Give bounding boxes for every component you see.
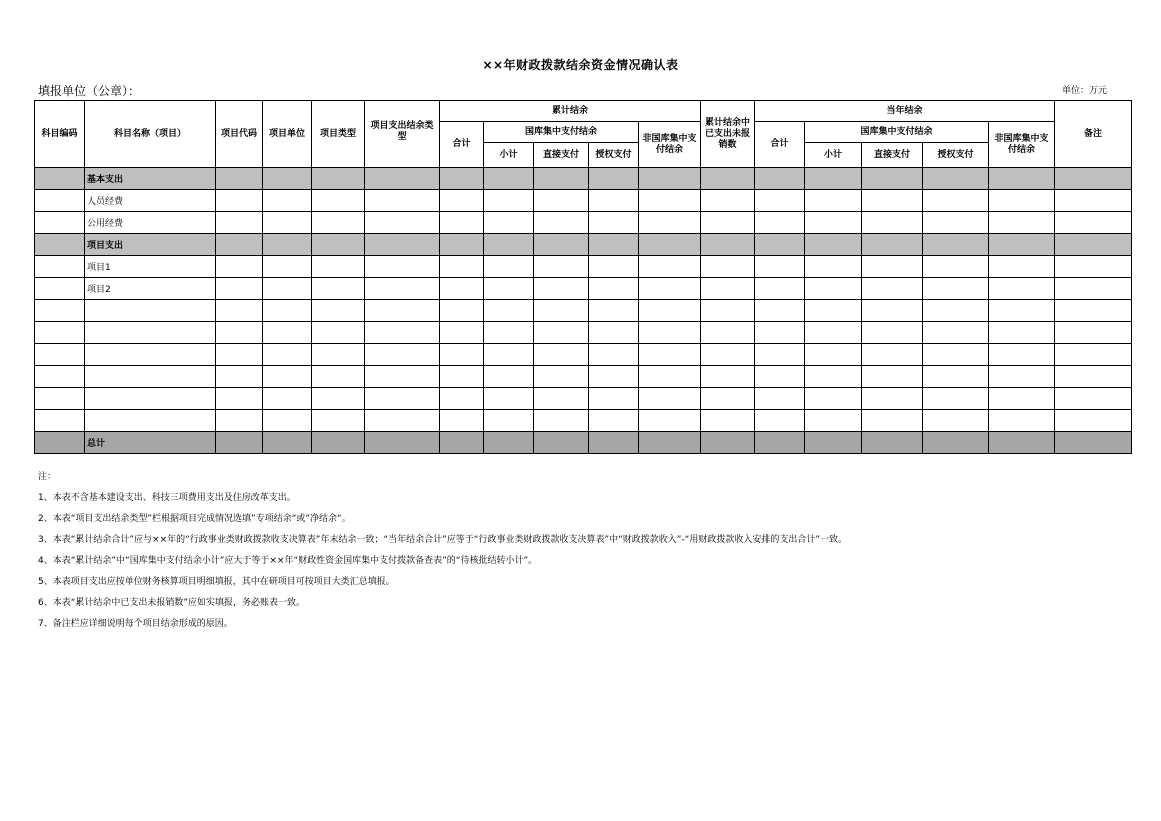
data-cell[interactable] <box>216 278 263 300</box>
data-cell[interactable] <box>589 212 639 234</box>
table-row <box>35 322 1132 344</box>
data-cell[interactable] <box>216 410 263 432</box>
data-cell[interactable] <box>263 366 312 388</box>
data-cell[interactable] <box>989 234 1055 256</box>
data-cell[interactable] <box>923 366 989 388</box>
data-cell[interactable] <box>862 234 923 256</box>
data-cell[interactable] <box>484 366 534 388</box>
data-cell[interactable] <box>312 344 365 366</box>
data-cell[interactable] <box>484 344 534 366</box>
data-cell[interactable] <box>923 344 989 366</box>
data-cell[interactable] <box>589 344 639 366</box>
data-cell[interactable] <box>589 322 639 344</box>
data-cell[interactable] <box>862 344 923 366</box>
data-cell[interactable] <box>701 388 755 410</box>
data-cell[interactable] <box>701 168 755 190</box>
header-treasury: 国库集中支付结余 <box>484 122 639 143</box>
notes-heading: 注： <box>38 472 57 482</box>
header-cumulative: 累计结余 <box>440 101 701 122</box>
data-cell[interactable] <box>263 432 312 454</box>
data-cell[interactable] <box>365 322 440 344</box>
row-name-cell[interactable]: 项目1 <box>85 256 216 278</box>
data-cell[interactable] <box>35 344 85 366</box>
data-cell[interactable] <box>534 234 589 256</box>
data-cell[interactable] <box>862 190 923 212</box>
data-cell[interactable] <box>484 410 534 432</box>
data-cell[interactable] <box>35 322 85 344</box>
data-cell[interactable] <box>484 432 534 454</box>
data-cell[interactable] <box>216 168 263 190</box>
data-cell[interactable] <box>862 322 923 344</box>
data-cell[interactable] <box>589 432 639 454</box>
row-name-cell[interactable]: 基本支出 <box>85 168 216 190</box>
data-cell[interactable] <box>484 256 534 278</box>
header-balance-type: 项目支出结余类型 <box>365 101 440 168</box>
data-cell[interactable] <box>989 212 1055 234</box>
data-cell[interactable] <box>484 212 534 234</box>
data-cell[interactable] <box>216 322 263 344</box>
data-cell[interactable] <box>312 234 365 256</box>
data-cell[interactable] <box>701 234 755 256</box>
data-cell[interactable] <box>639 366 701 388</box>
data-cell[interactable] <box>312 212 365 234</box>
data-cell[interactable] <box>923 410 989 432</box>
note-line: 2、本表“项目支出结余类型”栏根据项目完成情况选填”专项结余“或”净结余“。 <box>38 514 351 524</box>
data-cell[interactable] <box>263 410 312 432</box>
data-cell[interactable] <box>805 168 862 190</box>
data-cell[interactable] <box>589 410 639 432</box>
data-cell[interactable] <box>1055 322 1132 344</box>
data-cell[interactable] <box>755 278 805 300</box>
data-cell[interactable] <box>862 432 923 454</box>
data-cell[interactable] <box>263 256 312 278</box>
data-cell[interactable] <box>805 300 862 322</box>
table-row <box>35 410 1132 432</box>
data-cell[interactable] <box>589 168 639 190</box>
data-cell[interactable] <box>365 234 440 256</box>
data-cell[interactable] <box>639 410 701 432</box>
data-cell[interactable] <box>989 278 1055 300</box>
data-cell[interactable] <box>35 212 85 234</box>
data-cell[interactable] <box>534 168 589 190</box>
data-cell[interactable] <box>755 322 805 344</box>
data-cell[interactable] <box>365 344 440 366</box>
data-cell[interactable] <box>989 256 1055 278</box>
data-cell[interactable] <box>216 344 263 366</box>
data-cell[interactable] <box>989 300 1055 322</box>
data-cell[interactable] <box>263 212 312 234</box>
row-name-cell[interactable] <box>85 388 216 410</box>
data-cell[interactable] <box>440 388 484 410</box>
header-direct: 直接支付 <box>534 143 589 168</box>
table-row <box>35 168 1132 190</box>
note-line: 1、本表不含基本建设支出、科技三项费用支出及住房改革支出。 <box>38 493 296 503</box>
data-cell[interactable] <box>989 388 1055 410</box>
header-remarks: 备注 <box>1055 101 1132 168</box>
data-cell[interactable] <box>312 256 365 278</box>
data-cell[interactable] <box>755 432 805 454</box>
data-cell[interactable] <box>534 322 589 344</box>
data-cell[interactable] <box>639 190 701 212</box>
data-cell[interactable] <box>862 168 923 190</box>
data-cell[interactable] <box>989 366 1055 388</box>
header-current: 当年结余 <box>755 101 1055 122</box>
data-cell[interactable] <box>35 300 85 322</box>
data-cell[interactable] <box>365 190 440 212</box>
data-cell[interactable] <box>365 256 440 278</box>
data-cell[interactable] <box>589 256 639 278</box>
data-cell[interactable] <box>1055 234 1132 256</box>
data-cell[interactable] <box>312 168 365 190</box>
header-project-type: 项目类型 <box>312 101 365 168</box>
data-cell[interactable] <box>1055 410 1132 432</box>
data-cell[interactable] <box>1055 212 1132 234</box>
data-cell[interactable] <box>440 432 484 454</box>
balance-table <box>34 100 1132 454</box>
row-name-cell[interactable]: 公用经费 <box>85 212 216 234</box>
row-name-cell[interactable] <box>85 410 216 432</box>
row-name-cell[interactable]: 项目支出 <box>85 234 216 256</box>
data-cell[interactable] <box>923 388 989 410</box>
data-cell[interactable] <box>365 278 440 300</box>
unit-label: 单位：万元 <box>1061 86 1107 96</box>
data-cell[interactable] <box>484 322 534 344</box>
data-cell[interactable] <box>263 234 312 256</box>
note-line: 3、本表“累计结余合计”应与××年的“行政事业类财政拨款收支决算表”年末结余一致；“当年结余合计”应等于“行政事业类财政拨款收支决算表”中“财政拨款收入”-“用财政拨款收入安排的支出合计”一致。 <box>38 535 848 545</box>
data-cell[interactable] <box>639 388 701 410</box>
data-cell[interactable] <box>534 388 589 410</box>
data-cell[interactable] <box>484 234 534 256</box>
data-cell[interactable] <box>923 190 989 212</box>
data-cell[interactable] <box>263 344 312 366</box>
data-cell[interactable] <box>1055 366 1132 388</box>
data-cell[interactable] <box>440 366 484 388</box>
header-authorized: 授权支付 <box>589 143 639 168</box>
data-cell[interactable] <box>484 168 534 190</box>
data-cell[interactable] <box>805 278 862 300</box>
row-name-cell[interactable] <box>85 322 216 344</box>
data-cell[interactable] <box>805 388 862 410</box>
data-cell[interactable] <box>989 190 1055 212</box>
data-cell[interactable] <box>639 432 701 454</box>
header-cur-direct: 直接支付 <box>862 143 923 168</box>
data-cell[interactable] <box>805 432 862 454</box>
data-cell[interactable] <box>701 278 755 300</box>
data-cell[interactable] <box>534 410 589 432</box>
data-cell[interactable] <box>805 322 862 344</box>
data-cell[interactable] <box>1055 432 1132 454</box>
data-cell[interactable] <box>534 256 589 278</box>
data-cell[interactable] <box>589 190 639 212</box>
data-cell[interactable] <box>1055 278 1132 300</box>
data-cell[interactable] <box>440 344 484 366</box>
data-cell[interactable] <box>534 190 589 212</box>
data-cell[interactable] <box>589 388 639 410</box>
data-cell[interactable] <box>862 300 923 322</box>
data-cell[interactable] <box>440 212 484 234</box>
data-cell[interactable] <box>440 278 484 300</box>
data-cell[interactable] <box>1055 190 1132 212</box>
header-unreported: 累计结余中已支出未报销数 <box>701 101 755 168</box>
data-cell[interactable] <box>440 322 484 344</box>
header-project-unit: 项目单位 <box>263 101 312 168</box>
table-row <box>35 432 1132 454</box>
table-row <box>35 212 1132 234</box>
data-cell[interactable] <box>263 190 312 212</box>
data-cell[interactable] <box>805 256 862 278</box>
data-cell[interactable] <box>1055 256 1132 278</box>
row-name-cell[interactable] <box>85 344 216 366</box>
data-cell[interactable] <box>1055 168 1132 190</box>
data-cell[interactable] <box>805 190 862 212</box>
data-cell[interactable] <box>923 256 989 278</box>
data-cell[interactable] <box>312 388 365 410</box>
table-row <box>35 344 1132 366</box>
data-cell[interactable] <box>805 212 862 234</box>
data-cell[interactable] <box>862 212 923 234</box>
header-cur-treasury: 国库集中支付结余 <box>805 122 989 143</box>
table-row <box>35 388 1132 410</box>
data-cell[interactable] <box>639 278 701 300</box>
data-cell[interactable] <box>35 366 85 388</box>
header-cur-subtotal: 小计 <box>805 143 862 168</box>
data-cell[interactable] <box>805 366 862 388</box>
data-cell[interactable] <box>755 256 805 278</box>
data-cell[interactable] <box>862 256 923 278</box>
data-cell[interactable] <box>35 168 85 190</box>
data-cell[interactable] <box>589 300 639 322</box>
table-row <box>35 234 1132 256</box>
data-cell[interactable] <box>755 234 805 256</box>
data-cell[interactable] <box>923 432 989 454</box>
table-row <box>35 278 1132 300</box>
data-cell[interactable] <box>1055 300 1132 322</box>
data-cell[interactable] <box>862 388 923 410</box>
data-cell[interactable] <box>534 300 589 322</box>
data-cell[interactable] <box>701 410 755 432</box>
data-cell[interactable] <box>484 278 534 300</box>
header-subtotal: 小计 <box>484 143 534 168</box>
data-cell[interactable] <box>989 432 1055 454</box>
data-cell[interactable] <box>35 190 85 212</box>
note-line: 7、备注栏应详细说明每个项目结余形成的原因。 <box>38 619 233 629</box>
data-cell[interactable] <box>755 410 805 432</box>
data-cell[interactable] <box>862 366 923 388</box>
data-cell[interactable] <box>805 410 862 432</box>
data-cell[interactable] <box>312 190 365 212</box>
table-row <box>35 190 1132 212</box>
data-cell[interactable] <box>701 344 755 366</box>
table-row <box>35 256 1132 278</box>
data-cell[interactable] <box>263 388 312 410</box>
data-cell[interactable] <box>312 322 365 344</box>
data-cell[interactable] <box>365 432 440 454</box>
data-cell[interactable] <box>701 190 755 212</box>
header-project-code: 项目代码 <box>216 101 263 168</box>
data-cell[interactable] <box>35 278 85 300</box>
data-cell[interactable] <box>365 388 440 410</box>
data-cell[interactable] <box>35 410 85 432</box>
data-cell[interactable] <box>216 300 263 322</box>
data-cell[interactable] <box>365 366 440 388</box>
data-cell[interactable] <box>805 234 862 256</box>
data-cell[interactable] <box>639 234 701 256</box>
note-line: 5、本表项目支出应按单位财务核算项目明细填报，其中在研项目可按项目大类汇总填报。 <box>38 577 395 587</box>
data-cell[interactable] <box>534 278 589 300</box>
data-cell[interactable] <box>216 432 263 454</box>
data-cell[interactable] <box>216 212 263 234</box>
data-cell[interactable] <box>263 168 312 190</box>
data-cell[interactable] <box>923 322 989 344</box>
data-cell[interactable] <box>755 388 805 410</box>
data-cell[interactable] <box>701 432 755 454</box>
header-cur-authorized: 授权支付 <box>923 143 989 168</box>
row-name-cell[interactable]: 项目2 <box>85 278 216 300</box>
data-cell[interactable] <box>805 344 862 366</box>
data-cell[interactable] <box>639 168 701 190</box>
fill-unit-label: 填报单位（公章）： <box>38 84 141 98</box>
header-cur-total: 合计 <box>755 122 805 168</box>
data-cell[interactable] <box>1055 344 1132 366</box>
data-cell[interactable] <box>312 432 365 454</box>
data-cell[interactable] <box>989 344 1055 366</box>
data-cell[interactable] <box>923 168 989 190</box>
data-cell[interactable] <box>1055 388 1132 410</box>
data-cell[interactable] <box>365 300 440 322</box>
data-cell[interactable] <box>365 410 440 432</box>
data-cell[interactable] <box>365 168 440 190</box>
data-cell[interactable] <box>440 168 484 190</box>
data-cell[interactable] <box>862 278 923 300</box>
data-cell[interactable] <box>534 344 589 366</box>
row-name-cell[interactable]: 人员经费 <box>85 190 216 212</box>
data-cell[interactable] <box>263 300 312 322</box>
data-cell[interactable] <box>216 234 263 256</box>
header-code: 科目编码 <box>35 101 85 168</box>
header-cur-non-treasury: 非国库集中支付结余 <box>989 122 1055 168</box>
data-cell[interactable] <box>365 212 440 234</box>
data-cell[interactable] <box>216 388 263 410</box>
data-cell[interactable] <box>755 344 805 366</box>
data-cell[interactable] <box>216 256 263 278</box>
table-row <box>35 366 1132 388</box>
data-cell[interactable] <box>440 234 484 256</box>
data-cell[interactable] <box>639 300 701 322</box>
data-cell[interactable] <box>35 388 85 410</box>
data-cell[interactable] <box>263 322 312 344</box>
data-cell[interactable] <box>35 432 85 454</box>
data-cell[interactable] <box>639 322 701 344</box>
data-cell[interactable] <box>35 256 85 278</box>
row-name-cell[interactable]: 总计 <box>85 432 216 454</box>
data-cell[interactable] <box>701 256 755 278</box>
data-cell[interactable] <box>589 234 639 256</box>
note-line: 6、本表“累计结余中已支出未报销数”应如实填报，务必账表一致。 <box>38 598 306 608</box>
data-cell[interactable] <box>923 234 989 256</box>
data-cell[interactable] <box>216 190 263 212</box>
data-cell[interactable] <box>534 212 589 234</box>
data-cell[interactable] <box>534 432 589 454</box>
header-cum-total: 合计 <box>440 122 484 168</box>
notes-section <box>38 467 1128 635</box>
data-cell[interactable] <box>589 278 639 300</box>
data-cell[interactable] <box>923 300 989 322</box>
data-cell[interactable] <box>440 300 484 322</box>
data-cell[interactable] <box>701 366 755 388</box>
data-cell[interactable] <box>923 212 989 234</box>
note-line: 4、本表“累计结余”中“国库集中支付结余小计”应大于等于××年“财政性资金国库集中支付拨款备查表”的“待核批结转小计”。 <box>38 556 538 566</box>
data-cell[interactable] <box>312 366 365 388</box>
data-cell[interactable] <box>35 234 85 256</box>
data-cell[interactable] <box>923 278 989 300</box>
header-non-treasury: 非国库集中支付结余 <box>639 122 701 168</box>
data-cell[interactable] <box>484 388 534 410</box>
data-cell[interactable] <box>312 410 365 432</box>
data-cell[interactable] <box>755 300 805 322</box>
data-cell[interactable] <box>701 322 755 344</box>
data-cell[interactable] <box>312 300 365 322</box>
table-row <box>35 300 1132 322</box>
data-cell[interactable] <box>312 278 365 300</box>
data-cell[interactable] <box>989 410 1055 432</box>
data-cell[interactable] <box>639 344 701 366</box>
header-name: 科目名称（项目） <box>85 101 216 168</box>
data-cell[interactable] <box>216 366 263 388</box>
data-cell[interactable] <box>440 190 484 212</box>
data-cell[interactable] <box>263 278 312 300</box>
data-cell[interactable] <box>534 366 589 388</box>
data-cell[interactable] <box>639 212 701 234</box>
data-cell[interactable] <box>701 212 755 234</box>
row-name-cell[interactable] <box>85 300 216 322</box>
data-cell[interactable] <box>589 366 639 388</box>
data-cell[interactable] <box>639 256 701 278</box>
data-cell[interactable] <box>989 322 1055 344</box>
row-name-cell[interactable] <box>85 366 216 388</box>
data-cell[interactable] <box>701 300 755 322</box>
data-cell[interactable] <box>440 256 484 278</box>
data-cell[interactable] <box>484 300 534 322</box>
data-cell[interactable] <box>484 190 534 212</box>
data-cell[interactable] <box>440 410 484 432</box>
data-cell[interactable] <box>755 168 805 190</box>
data-cell[interactable] <box>755 190 805 212</box>
page-title: ××年财政拨款结余资金情况确认表 <box>482 58 679 72</box>
data-cell[interactable] <box>755 212 805 234</box>
data-cell[interactable] <box>755 366 805 388</box>
data-cell[interactable] <box>862 410 923 432</box>
data-cell[interactable] <box>989 168 1055 190</box>
